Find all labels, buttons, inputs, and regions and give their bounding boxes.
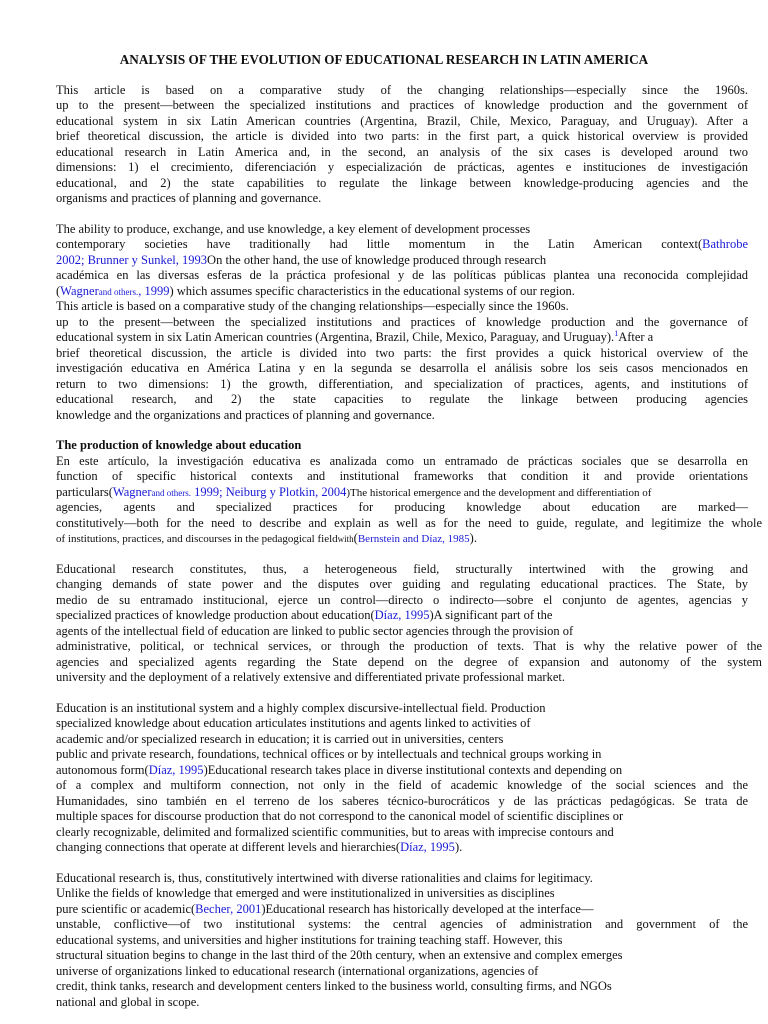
text-line: specialized practices of knowledge production about education(Díaz, 1995)A significant part of the bbox=[56, 608, 553, 622]
citation-link[interactable]: Wagnerand others. 1999; Neiburg y Plotkin, 2004 bbox=[112, 485, 347, 499]
text-line: autonomous form(Díaz, 1995)Educational research takes place in diverse institutional contexts and depending on bbox=[56, 763, 623, 777]
text-line: unstable, conflictive—of two institutional systems: the central agencies of administration and government of the bbox=[56, 917, 748, 931]
text-line: national and global in scope. bbox=[56, 995, 200, 1009]
text-line: academic and/or specialized research in education; it is carried out in universities, centers bbox=[56, 732, 504, 746]
citation-link[interactable]: Bernstein and Díaz, 1985 bbox=[357, 533, 470, 545]
text-line: 2002; Brunner y Sunkel, 1993On the other hand, the use of knowledge produced through research bbox=[56, 253, 547, 267]
text-line: up to the present—between the specialized institutions and practices of knowledge production and the government of bbox=[56, 98, 748, 112]
text-line: Education is an institutional system and a highly complex discursive-intellectual field. Production bbox=[56, 701, 546, 715]
text-line: changing demands of state power and the disputes over guiding and regulating educational practices. The State, by bbox=[56, 577, 748, 591]
citation-link[interactable]: Díaz, 1995 bbox=[374, 608, 430, 622]
text-line: (Wagnerand others., 1999) which assumes specific characteristics in the educational systems of our region. bbox=[56, 284, 575, 298]
text-line: pure scientific or academic(Becher, 2001)Educational research has historically developed at the interface— bbox=[56, 902, 594, 916]
text-line: of a complex and multiform connection, not only in the field of academic knowledge of the social sciences and the bbox=[56, 778, 748, 792]
text-line: universe of organizations linked to educational research (international organizations, agencies of bbox=[56, 964, 539, 978]
text-line: particulars(Wagnerand others. 1999; Neiburg y Plotkin, 2004)The historical emergence and the development and differentiation of bbox=[56, 485, 652, 499]
text-line: The ability to produce, exchange, and use knowledge, a key element of development processes bbox=[56, 222, 531, 236]
text-line: changing connections that operate at different levels and hierarchies(Díaz, 1995). bbox=[56, 840, 463, 854]
text-line: specialized knowledge about education articulates institutions and agents linked to activities of bbox=[56, 716, 531, 730]
text-line: multiple spaces for discourse production that do not correspond to the canonical model of scientific disciplines or bbox=[56, 809, 624, 823]
text-line: This article is based on a comparative study of the changing relationships—especially since the 1960s. bbox=[56, 83, 748, 97]
text-line: university and the deployment of a relatively extensive and differentiated private professional market. bbox=[56, 670, 565, 684]
text-line: credit, think tanks, research and development centers linked to the business world, consulting firms, and NGOs bbox=[56, 979, 612, 993]
text-line: organisms and practices of planning and governance. bbox=[56, 191, 322, 205]
text-line: constitutively—both for the need to describe and explain as well as for the need to guide, regulate, and legitimize the whole bbox=[56, 516, 762, 530]
citation-link[interactable]: Bathrobe bbox=[702, 237, 748, 251]
text-line: agencies, agents and specialized practices for producing knowledge about education are marked— bbox=[56, 500, 748, 514]
text-line: up to the present—between the specialized institutions and practices of knowledge production and the governance of bbox=[56, 315, 748, 329]
text-line: educational system in six Latin American countries (Argentina, Brazil, Chile, Mexico, Paraguay, and Uruguay). After a bbox=[56, 114, 748, 128]
text-line: This article is based on a comparative study of the changing relationships—especially since the 1960s. bbox=[56, 299, 569, 313]
text-line: brief theoretical discussion, the article is divided into two parts: the first provides a quick historical overview of the bbox=[56, 346, 748, 360]
text-line: brief theoretical discussion, the article is divided into two parts: in the first part, a quick historical overview is provided bbox=[56, 129, 748, 143]
text-line: académica en las diversas esferas de la práctica profesional y de las políticas públicas plantea una reconocida complejidad bbox=[56, 268, 748, 282]
document-title: ANALYSIS OF THE EVOLUTION OF EDUCATIONAL RESEARCH IN LATIN AMERICA bbox=[119, 52, 649, 67]
text-line: agencies and specialized agents regarding the State depend on the degree of expansion and autonomy of the system bbox=[56, 655, 762, 669]
text-line: educational research, and 2) the state capacities to regulate the linkage between producing agencies bbox=[56, 392, 748, 406]
text-line: investigación educativa en América Latina y en la segunda se desarrolla el análisis sobre los seis casos mencionados en bbox=[56, 361, 748, 375]
citation-link[interactable]: Díaz, 1995 bbox=[400, 840, 455, 854]
text-line: educational, and 2) the state capabilities to regulate the linkage between knowledge-producing agencies and the bbox=[56, 176, 748, 190]
text-line: of institutions, practices, and discourses in the pedagogical fieldwith(Bernstein and Díaz, 1985). bbox=[56, 531, 477, 545]
citation-link[interactable]: Díaz, 1995 bbox=[148, 763, 204, 777]
text-line: dimensions: 1) el crecimiento, diferenciación y especialización de prácticas, agentes e instituciones de investigación bbox=[56, 160, 748, 174]
text-line: clearly recognizable, delimited and formalized scientific communities, but to areas with imprecise contours and bbox=[56, 825, 614, 839]
text-line: educational systems, and universities and higher institutions for training teaching staff. However, this bbox=[56, 933, 563, 947]
text-line: function of specific historical contexts and institutional frameworks that condition it and provide orientations bbox=[56, 469, 748, 483]
text-line: Educational research constitutes, thus, a heterogeneous field, structurally intertwined with the growing and bbox=[56, 562, 748, 576]
text-line: En este artículo, la investigación educativa es analizada como un entramado de prácticas sociales que se desarrolla en bbox=[56, 454, 748, 468]
text-line: medio de su entramado institucional, ejerce un control—directo o indirecto—sobre el conjunto de agentes, agencias y bbox=[56, 593, 748, 607]
citation-link[interactable]: Wagnerand others., 1999 bbox=[60, 284, 170, 298]
text-line: structural situation begins to change in the last third of the 20th century, when an extensive and complex emerges bbox=[56, 948, 623, 962]
text-line: administrative, political, or technical services, or through the production of texts. That is why the relative power of the bbox=[56, 639, 762, 653]
citation-link[interactable]: Becher, 2001 bbox=[195, 902, 262, 916]
text-line: Educational research is, thus, constitutively intertwined with diverse rationalities and claims for legitimacy. bbox=[56, 871, 593, 885]
text-line: return to two dimensions: 1) the growth, differentiation, and specialization of practices, agents, and institutions of bbox=[56, 377, 748, 391]
citation-link[interactable]: 2002; Brunner y Sunkel, 1993 bbox=[56, 253, 208, 267]
footnote-marker[interactable]: 1 bbox=[614, 328, 619, 338]
text-line: educational system in six Latin American countries (Argentina, Brazil, Chile, Mexico, Paraguay, and Uruguay).$^1$After a bbox=[56, 328, 654, 344]
text-line: knowledge and the organizations and practices of planning and governance. bbox=[56, 408, 435, 422]
text-line: Unlike the fields of knowledge that emerged and were institutionalized in universities as disciplines bbox=[56, 886, 555, 900]
text-line: contemporary societies have traditionally had little momentum in the Latin American context(Bathrobe bbox=[56, 237, 748, 251]
text-line: Humanidades, sino también en el terreno de los saberes técnico-burocráticos y de las prácticas pedagógicas. Se trata de bbox=[56, 794, 748, 808]
text-line: educational research in Latin America and, in the second, an analysis of the six cases is developed around two bbox=[56, 145, 748, 159]
text-line: agents of the intellectual field of education are linked to public sector agencies through the provision of bbox=[56, 624, 574, 638]
section-heading: The production of knowledge about education bbox=[56, 438, 302, 452]
text-line: public and private research, foundations, technical offices or by intellectuals and technical groups working in bbox=[56, 747, 602, 761]
